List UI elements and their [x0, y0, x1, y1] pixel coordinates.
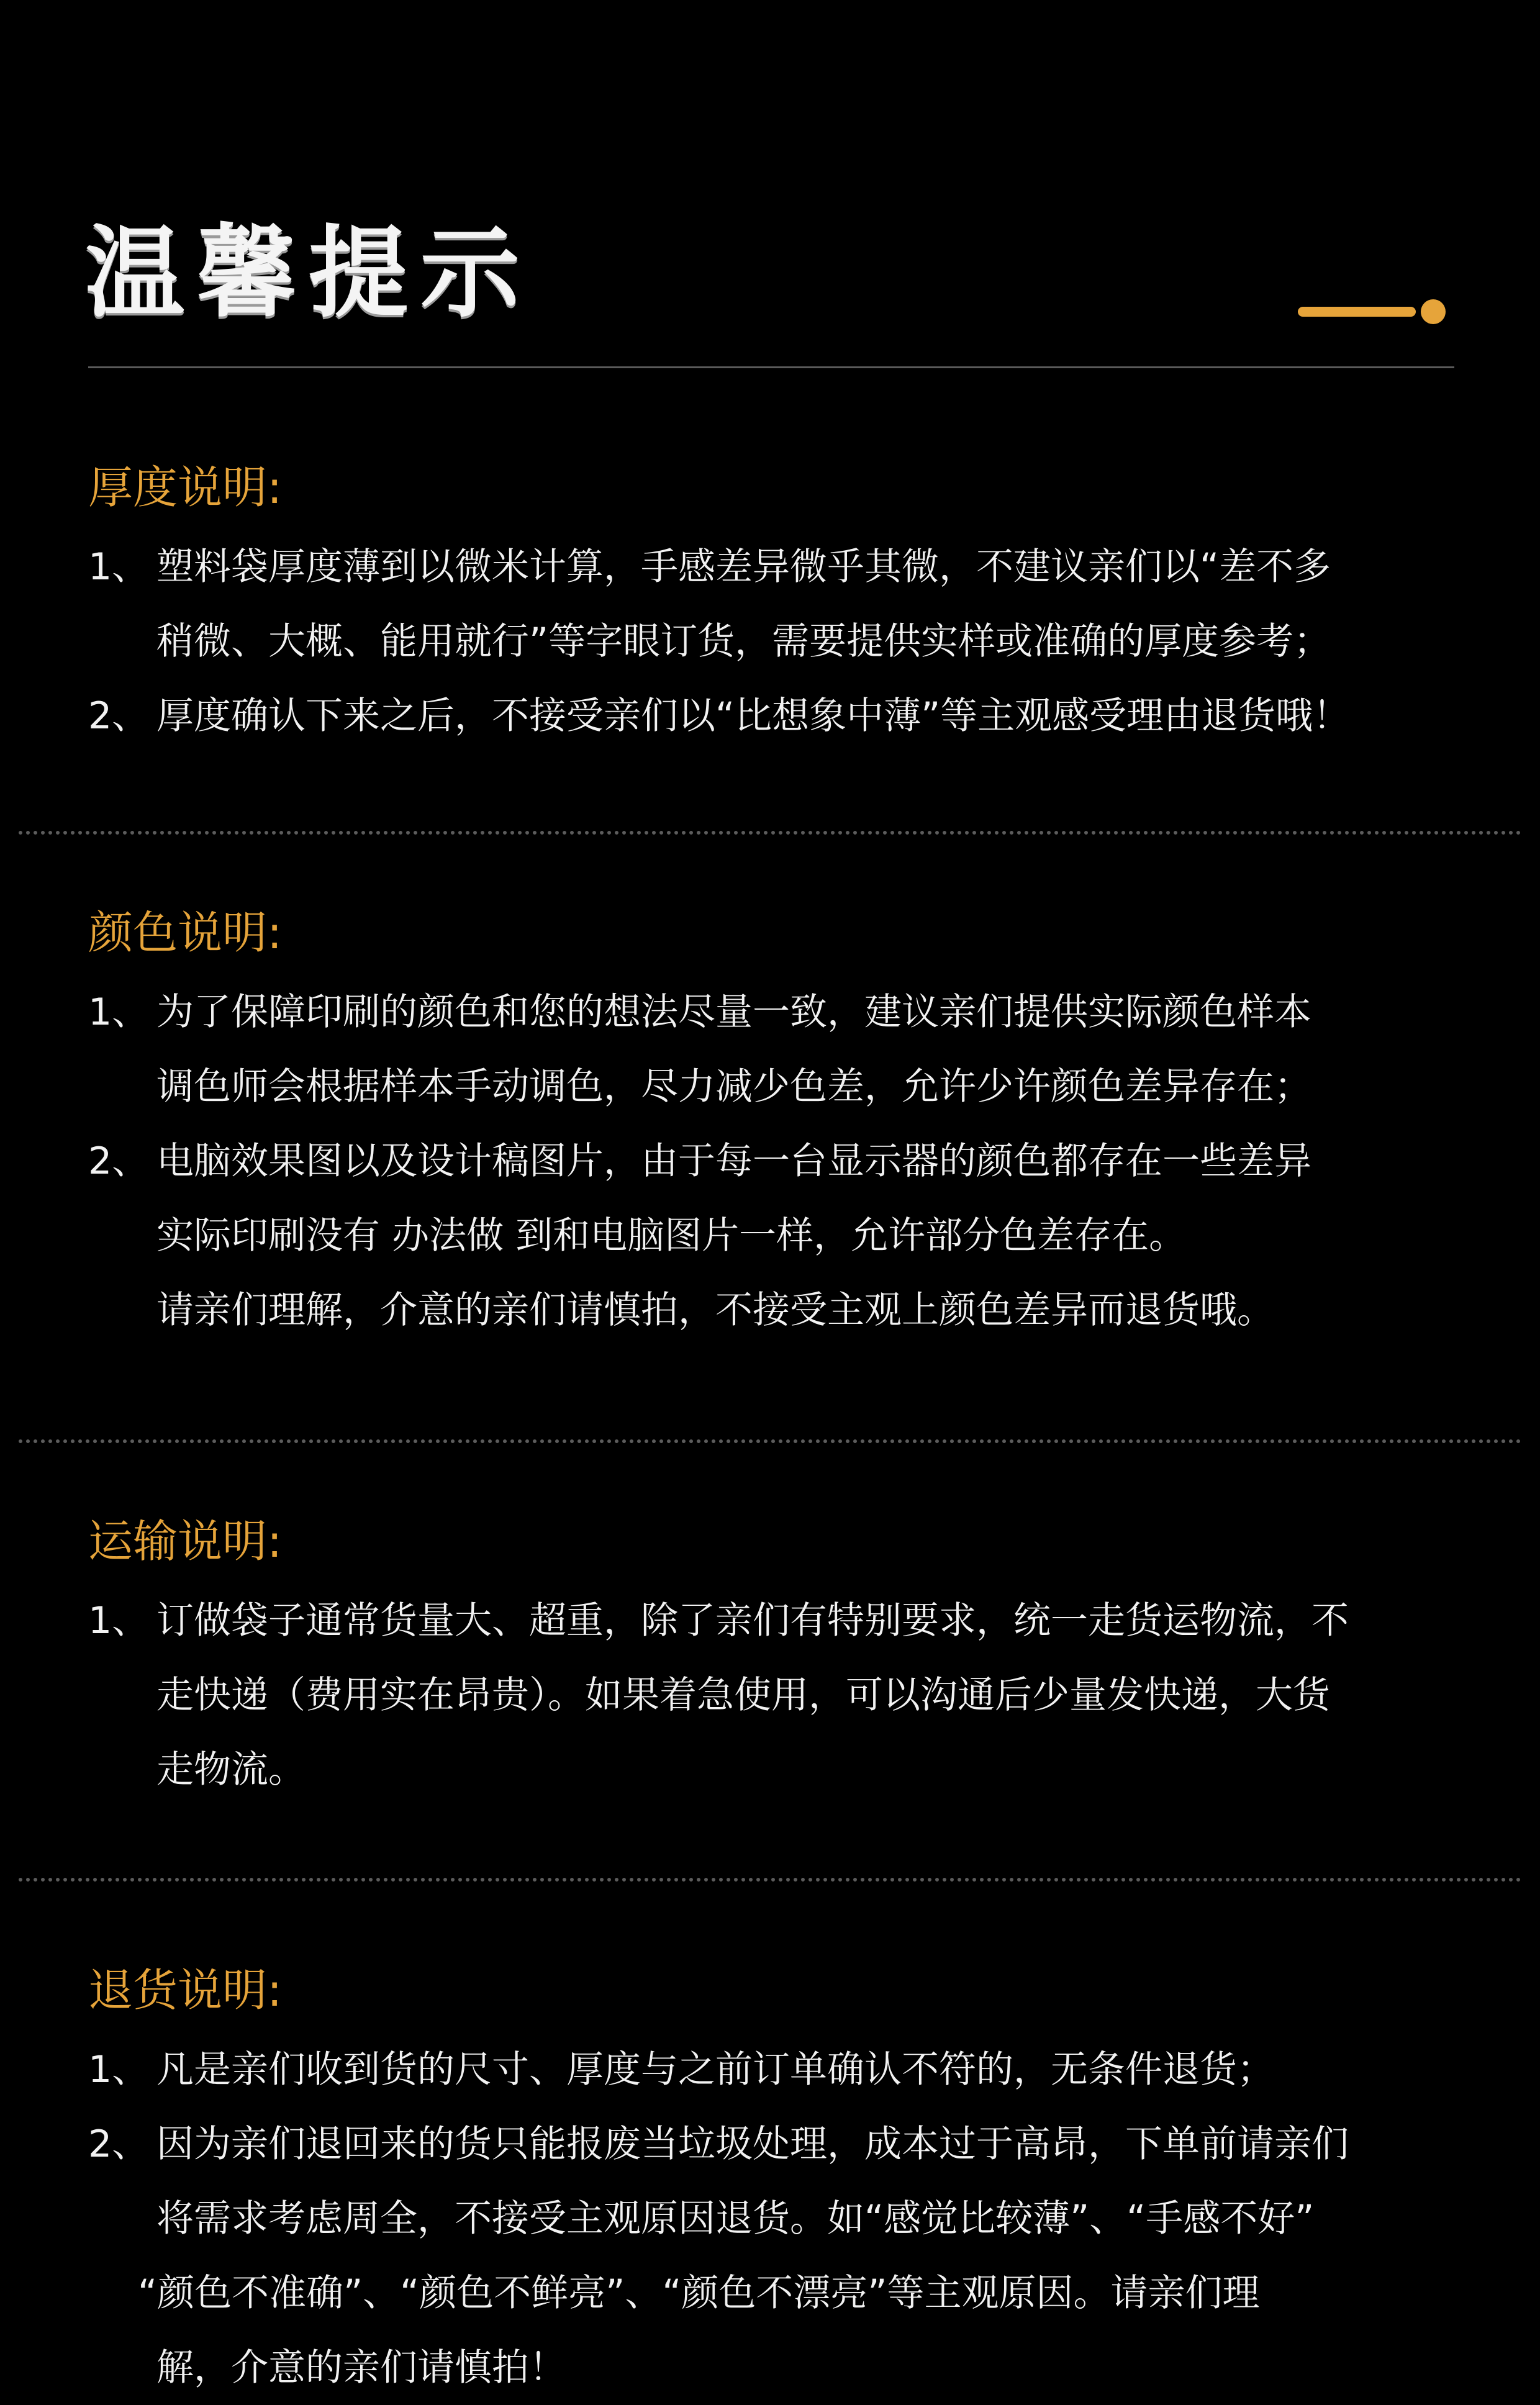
- section-heading: 颜色说明:: [88, 907, 283, 959]
- item-number: 2、: [88, 1139, 150, 1183]
- list-item-continuation: [88, 1198, 1467, 1273]
- item-text: 塑料袋厚度薄到以微米计算，手感差异微乎其微，不建议亲们以“差不多: [156, 545, 1331, 589]
- item-number: 2、: [88, 2122, 150, 2166]
- item-number: 2、: [88, 694, 150, 738]
- page-title: 温馨提示: [85, 215, 533, 331]
- accent-line-decoration: [1298, 307, 1416, 317]
- list-item-continuation: [88, 604, 1467, 679]
- item-number: 1、: [88, 1599, 150, 1642]
- title-divider: [88, 366, 1454, 368]
- accent-dot-decoration: [1421, 299, 1446, 324]
- item-text: 请亲们理解，介意的亲们请慎拍，不接受主观上颜色差异而退货哦。: [156, 1289, 1274, 1332]
- list-item: [88, 2032, 1467, 2107]
- list-item: [88, 975, 1467, 1049]
- section-color: [88, 902, 1467, 1347]
- list-item-continuation: [88, 2330, 1467, 2405]
- section-body: [88, 530, 1467, 753]
- section-heading: 厚度说明:: [88, 461, 283, 514]
- list-item-continuation: [88, 2256, 1467, 2330]
- list-item-continuation: [88, 2181, 1467, 2256]
- section-body: [88, 1583, 1467, 1807]
- dotted-divider: [19, 831, 1521, 835]
- item-number: 1、: [88, 2048, 150, 2091]
- item-text: 将需求考虑周全，不接受主观原因退货。如“感觉比较薄”、“手感不好”: [156, 2197, 1315, 2240]
- list-item: [88, 1124, 1467, 1198]
- section-heading: 退货说明:: [88, 1964, 283, 2016]
- list-item-continuation: [88, 1049, 1467, 1124]
- list-item: [88, 679, 1467, 753]
- item-text: 因为亲们退回来的货只能报废当垃圾处理，成本过于高昂，下单前请亲们: [156, 2122, 1349, 2166]
- item-text: 订做袋子通常货量大、超重，除了亲们有特别要求，统一走货运物流，不: [156, 1599, 1349, 1642]
- list-item-continuation: [88, 1658, 1467, 1732]
- list-item: [88, 2107, 1467, 2181]
- list-item: [88, 530, 1467, 604]
- list-item-continuation: [88, 1273, 1467, 1347]
- item-text: 厚度确认下来之后，不接受亲们以“比想象中薄”等主观感受理由退货哦！: [156, 694, 1351, 738]
- section-thickness: [88, 456, 1467, 753]
- list-item: [88, 1583, 1467, 1658]
- item-text: 电脑效果图以及设计稿图片，由于每一台显示器的颜色都存在一些差异: [156, 1139, 1311, 1183]
- item-text: 为了保障印刷的颜色和您的想法尽量一致，建议亲们提供实际颜色样本: [156, 990, 1311, 1034]
- dotted-divider: [19, 1878, 1521, 1882]
- item-number: 1、: [88, 545, 150, 589]
- item-text: “颜色不准确”、“颜色不鲜亮”、“颜色不漂亮”等主观原因。请亲们理: [138, 2271, 1260, 2315]
- section-heading: 运输说明:: [88, 1515, 283, 1567]
- item-text: 走物流。: [156, 1748, 306, 1791]
- item-text: 凡是亲们收到货的尺寸、厚度与之前订单确认不符的，无条件退货；: [156, 2048, 1274, 2091]
- section-returns: [88, 1959, 1467, 2405]
- item-text: 调色师会根据样本手动调色，尽力减少色差，允许少许颜色差异存在；: [156, 1065, 1311, 1108]
- list-item-continuation: [88, 1732, 1467, 1807]
- item-number: 1、: [88, 990, 150, 1034]
- item-text: 走快递（费用实在昂贵）。如果着急使用，可以沟通后少量发快递，大货: [156, 1674, 1330, 1717]
- dotted-divider: [19, 1439, 1521, 1443]
- item-text: 实际印刷没有 办法做 到和电脑图片一样，允许部分色差存在。: [156, 1214, 1187, 1257]
- item-text: 解，介意的亲们请慎拍！: [156, 2346, 566, 2389]
- section-shipping: [88, 1510, 1467, 1807]
- item-text: 稍微、大概、能用就行”等字眼订货，需要提供实样或准确的厚度参考；: [156, 620, 1331, 663]
- section-body: [88, 2032, 1467, 2405]
- section-body: [88, 975, 1467, 1347]
